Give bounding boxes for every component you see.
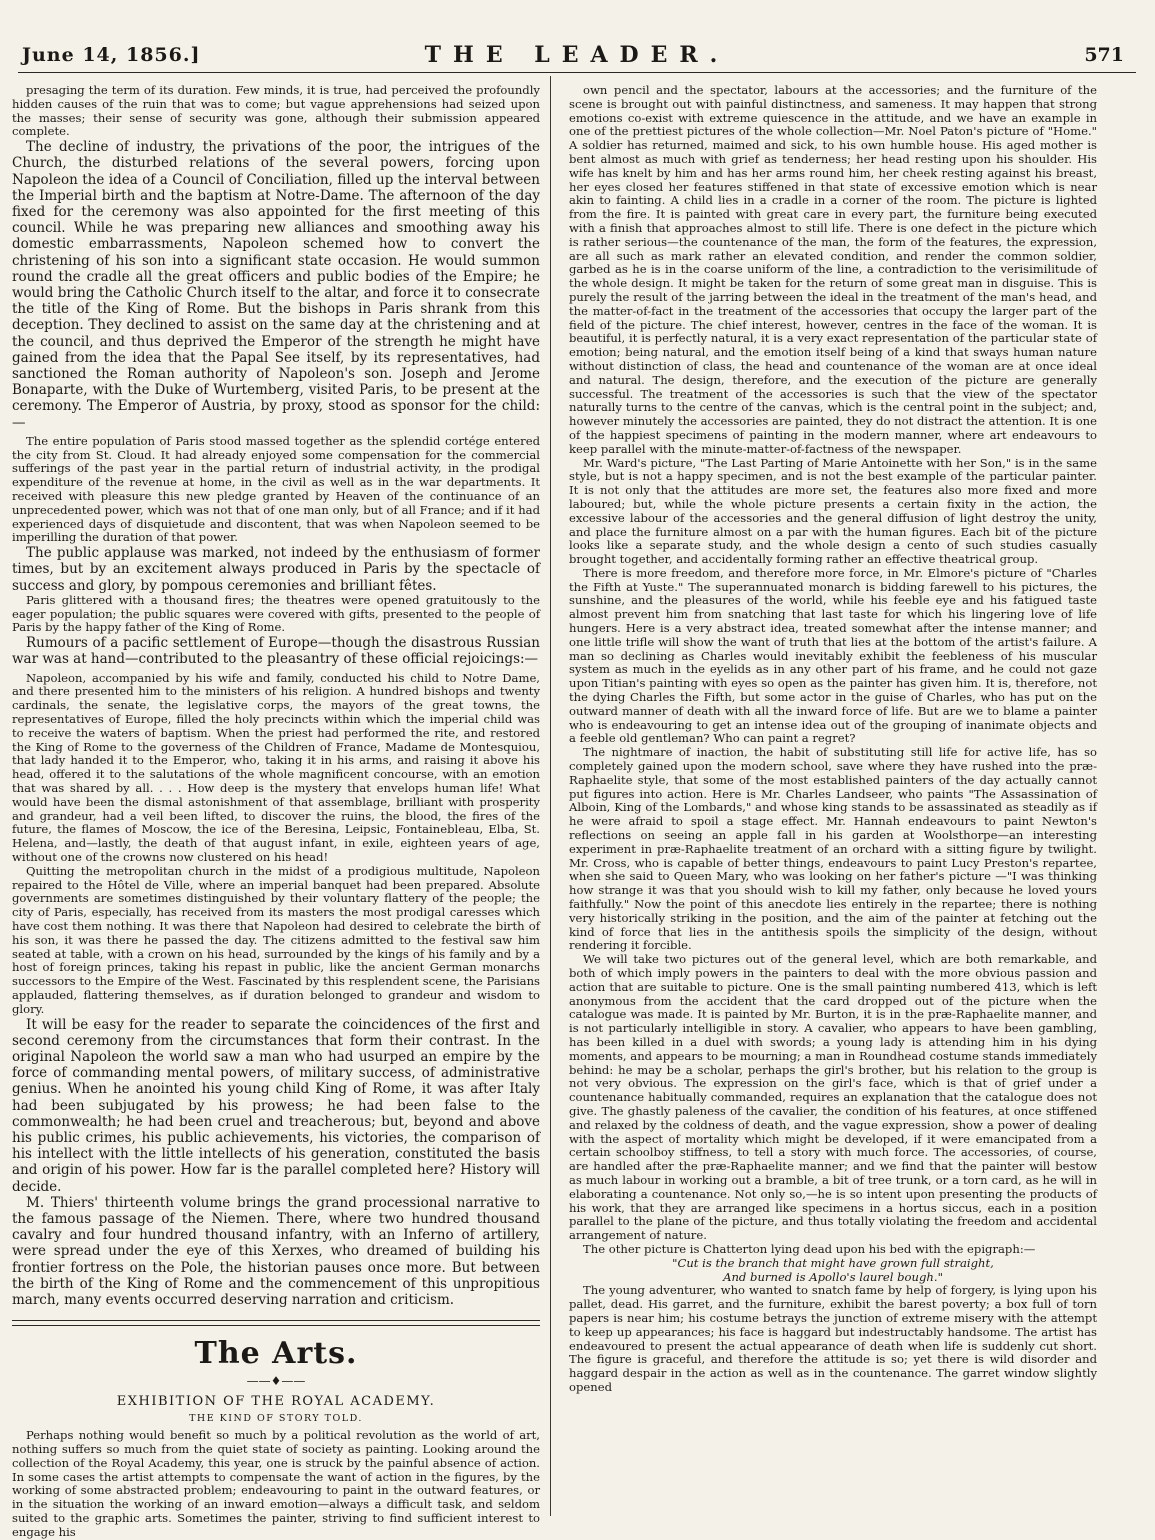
paragraph: The public applause was marked, not indeed by the enthusiasm of former times, but by an excitement always produced in Paris by the spectacle of success and glory, by pompous ceremonies and brilliant fêtes. — [12, 545, 540, 594]
paragraph: Mr. Ward's picture, "The Last Parting of Marie Antoinette with her Son," is in the same style, but is not a happy specimen, and is not the best example of the particular painter. It is not only that the attitudes are more set, the features also more fixed and more laboured; but, while the whole picture presents a certain fixity in the action, the excessive labour of the accessories and the general diffusion of light destroy the unity, and place the furniture almost on a par with the human figures. Each bit of the picture looks like a separate study, and the whole design a cento of such studies casually brought together, and accidentally forming rather an effective theatrical group. — [569, 455, 1097, 567]
paragraph: Perhaps nothing would benefit so much by a political revolution as the world of art, nothing suffers so much from the quiet state of society as painting. Looking around the collection of the Royal Academy, this year, one is struck by the painful absence of action. In some cases the artist attempts to compensate the want of action in the figures, by the working of some abstracted problem; endeavouring to paint in the outward features, or in the situation the working of an inward emotion—always a difficult task, and seldom suited to the graphic arts. Sometimes the painter, striving to find sufficient interest to engage his — [12, 1428, 540, 1539]
paragraph: M. Thiers' thirteenth volume brings the grand processional narrative to the famous passage of the Niemen. There, where two hundred thousand cavalry and four hundred thousand infantry, with an Inferno of artillery, were spread under the eye of this Xerxes, who dreamed of building his frontier fortress on the Pole, the historian pauses once more. But between the birth of the King of Rome and the commencement of this unpropitious march, many events occurred deserving narration and criticism. — [12, 1194, 540, 1308]
paragraph: own pencil and the spectator, labours at the accessories; and the furniture of the scene is brought out with painful distinctness, and sameness. It may happen that strong emotions co-exist with extreme quiescence in the attitude, and we have an example in one of the prettiest pictures of the whole collection—Mr. Noel Paton's picture of "Home." A soldier has returned, maimed and sick, to his own humble house. His aged mother is bent almost as much with grief as tenderness; her head resting upon his shoulder. His wife has knelt by him and has her arms round him, her cheek resting against his breast, her eyes closed her features stiffened in that state of excessive emotion which is near akin to fainting. A child lies in a cradle in a corner of the room. The picture is lighted from the fire. It is painted with great care in every part, the furniture being executed with a finish that approaches almost to still life. There is one defect in the picture which is rather serious—the countenance of the man, the form of the features, the expression, are all such as mark rather an elevated condition, and render the common soldier, garbed as he is in the coarse uniform of the line, a contradiction to the verisimilitude of the whole design. It might be taken for the return of some great man in disguise. This is purely the result of the jarring between the ideal in the treatment of the man's head, and the matter-of-fact in the treatment of the accessories that occupy the larger part of the field of the picture. The chief interest, however, centres in the face of the woman. It is beautiful, it is perfectly natural, it is a very exact representation of the particular state of emotion; being natural, and the emotion itself being of a kind that sways human nature without distinction of class, the head and countenance of the woman are at once ideal and natural. The design, therefore, and the execution of the picture are generally successful. The treatment of the accessories is such that the view of the spectator naturally turns to the centre of the canvas, which is the central point in the subject; and, however minutely the accessories are painted, they do not distract the attention. It is one of the happiest specimens of painting in the modern manner, where art endeavours to keep parallel with the minute-matter-of-factness of the newspaper. — [569, 83, 1097, 456]
paragraph: The other picture is Chatterton lying dead upon his bed with the epigraph:— — [583, 1241, 1036, 1256]
paragraph: The decline of industry, the privations of the poor, the intrigues of the Church, the disturbed relations of the several powers, forcing upon Napoleon the idea of a Council of Conciliation, filled up the interval between the Imperial birth and the baptism at Notre-Dame. The afternoon of the day fixed for the ceremony was also appointed for the first meeting of this council. While he was preparing new alliances and smoothing away his domestic embarrassments, Napoleon schemed how to convert the christening of his son into a significant state occasion. He would summon round the cradle all the great officers and public bodies of the Empire; he would bring the Catholic Church itself to the altar, and force it to consecrate the title of the King of Rome. But the bishops in Paris shrank from this deception. They declined to assist on the same day at the christening and at the council, and thus deprived the Emperor of the strength he might have gained from the idea that the Papal See itself, by its representatives, had sanctioned the Roman authority of Napoleon's son. Joseph and Jerome Bonaparte, with the Duke of Wurtemberg, visited Paris, to be present at the ceremony. The Emperor of Austria, by proxy, stood as sponsor for the child:— — [12, 139, 540, 431]
quotation: Napoleon, accompanied by his wife and family, conducted his child to Notre Dame, and there presented him to the ministers of his religion. A hundred bishops and twenty cardinals, the senate, the legislative corps, the mayors of the great towns, the representatives of Europe, filled the holy precincts within which the imperial child was to receive the waters of baptism. When the priest had performed the rite, and restored the King of Rome to the governess of the Children of France, Madame de Montesquiou, that lady handed it to the Emperor, who, taking it in his arms, and raising it above his head, offered it to the salutations of the whole magnificent concourse, with an emotion that was shared by all. . . . How deep is the mystery that envelops human life! What would have been the dismal astonishment of that assemblage, brilliant with prosperity and grandeur, had a veil been lifted, to discover the ruins, the blood, the fires of the future, the flames of Moscow, the ice of the Beresina, Leipsic, Fontainebleau, Elba, St. Helena, and—lastly, the death of that august infant, in exile, eighteen years of age, without one of the crowns now clustered on his head! — [12, 670, 540, 864]
quotation: Paris glittered with a thousand fires; the theatres were opened gratuitously to the eager population; the public squares were covered with gifts, presented to the people of Paris by the happy father of the King of Rome. — [12, 592, 540, 635]
newspaper-title: THE LEADER. — [424, 42, 730, 68]
right-column — [569, 84, 1097, 1514]
paragraph: The nightmare of inaction, the habit of substituting still life for active life, has so completely gained upon the modern school, save where they have rushed into the præ-Raphaelite style, that some of the most established painters of the day actually cannot put figures into action. Here is Mr. Charles Landseer, who paints "The Assassination of Alboin, King of the Lombards," and whose king stands to be assassinated as steadily as if he were afraid to spoil a stage effect. Mr. Hannah endeavours to paint Newton's reflections on seeing an apple fall in his garden at Woolsthorpe—an interesting experiment in præ-Raphaelite treatment of an orchard with a sitting figure by twilight. Mr. Cross, who is capable of better things, endeavours to paint Lucy Preston's repartee, when she said to Queen Mary, who was looking on her father's picture —"I was thinking how strange it was that you should wish to kill my father, only because he loved yours faithfully." Now the point of this anecdote lies entirely in the repartee; there is nothing very historically striking in the position, and the aim of the painter at fetching out the kind of force that lies in the antithesis spoils the simplicity of the design, without rendering it forcible. — [569, 745, 1097, 953]
paragraph: presaging the term of its duration. Few minds, it is true, had perceived the profoundly hidden causes of the ruin that was to come; but vague apprehensions had seized upon the masses; their sense of security was gone, although their submission appeared complete. — [12, 83, 540, 139]
page-number: 571 — [1084, 44, 1124, 66]
ornament: ——♦—— — [246, 1374, 306, 1389]
quotation: Quitting the metropolitan church in the midst of a prodigious multitude, Napoleon repaired to the Hôtel de Ville, where an imperial banquet had been prepared. Absolute governments are sometimes distinguished by their voluntary flattery of the people; the city of Paris, especially, has received from its masters the most prodigal caresses which have cost them nothing. It was there that Napoleon had desired to celebrate the birth of his son, it was there he passed the day. The citizens admitted to the festival saw him seated at table, with a crown on his head, surrounded by the kings of his family and by a host of foreign princes, taking his repast in public, like the ancient German monarchs successors to the Empire of the West. Fascinated by this resplendent scene, the Parisians applauded, flattering themselves, as if duration belonged to grandeur and wisdom to glory. — [12, 863, 540, 1016]
quotation: The entire population of Paris stood massed together as the splendid cortége entered the city from St. Cloud. It had already enjoyed some compensation for the commercial sufferings of the past year in the partial return of industrial activity, in the prodigal expenditure of the revenue at home, in the civil as well as in the war departments. It received with pleasure this new pledge granted by Heaven of the continuance of an unprecedented power, which was not that of one man only, but of all France; and if it had experienced days of disquietude and discontent, that was when Napoleon seemed to be imperilling the duration of that power. — [12, 433, 540, 545]
section-title: The Arts. — [194, 1336, 358, 1372]
epigraph-line: And burned is Apollo's laurel bough." — [723, 1269, 943, 1284]
paragraph: There is more freedom, and therefore more force, in Mr. Elmore's picture of "Charles the Fifth at Yuste." The superannuated monarch is bidding farewell to his pictures, the sunshine, and the pleasures of the world, while his feeble eye and his fatigued taste almost prevent him from snatching that last taste for which his lingering love of life hungers. Here is a very abstract idea, treated somewhat after the intense manner; and one little trifle will show the want of truth that lies at the bottom of the artist's failure. A man so declining as Charles would inevitably exhibit the feebleness of his muscular system as much in the eyelids as in any other part of his frame, and he could not gaze upon Titian's painting with eyes so open as the painter has given him. It is, therefore, not the dying Charles the Fifth, but some actor in the guise of Charles, who has put on the outward manner of death with all the inward force of life. But are we to blame a painter who is endeavouring to get an intense idea out of the grouping of inanimate objects and a feeble old gentleman? Who can paint a regret? — [569, 565, 1097, 746]
article-subheading: THE KIND OF STORY TOLD. — [189, 1413, 363, 1425]
paragraph: Rumours of a pacific settlement of Europe—though the disastrous Russian war was at hand—contributed to the pleasantry of these official rejoicings:— — [12, 635, 540, 668]
left-column — [12, 83, 540, 1539]
section-rule — [12, 1325, 540, 1326]
epigraph-line: "Cut is the branch that might have grown full straight, — [672, 1255, 994, 1270]
article-heading: EXHIBITION OF THE ROYAL ACADEMY. — [116, 1394, 436, 1410]
paragraph: We will take two pictures out of the general level, which are both remarkable, and both of which imply powers in the painters to deal with the more obvious passion and action that are suitable to picture. One is the small painting numbered 413, which is left anonymous from the accident that the card dropped out of the picture when the catalogue was made. It is painted by Mr. Burton, it is in the præ-Raphaelite manner, and is not particularly intelligible in story. A cavalier, who appears to have been gambling, has been killed in a duel with swords; a young lady is attending him in his dying moments, and appears to be mourning; a man in Roundhead costume stands immediately behind: he may be a scholar, perhaps the girl's brother, but his relation to the group is not very obvious. The expression on the girl's face, which is that of grief under a countenance habitually commanded, requires an explanation that the catalogue does not give. The ghastly paleness of the cavalier, the condition of his features, at once stiffened and relaxed by the coldness of death, and the vague expression, show a power of dealing with the aspect of mortality which might be developed, if it were emancipated from a certain schoolboy stiffness, to tell a story with much force. The accessories, of course, are handled after the præ-Raphaelite manner; and we find that the painter will bestow as much labour in working out a bramble, a bit of tree trunk, or a torn card, as he will in elaborating a countenance. Not only so,—he is so intent upon presenting the products of his work, that they are arranged like specimens in a hortus siccus, each in a position parallel to the plane of the picture, and thus totally violating the freedom and accidental arrangement of nature. — [569, 952, 1097, 1243]
column-divider — [550, 76, 551, 1516]
issue-date: June 14, 1856.] — [22, 44, 201, 66]
paragraph: The young adventurer, who wanted to snatch fame by help of forgery, is lying upon his pallet, dead. His garret, and the furniture, exhibit the barest poverty; a box full of torn papers is near him; his costume betrays the junction of extreme misery with the attempt to keep up appearances; his face is haggard but indestructably handsome. The artist has endeavoured to present the actual appearance of death when life is suddenly cut short. The figure is graceful, and therefore the attitude is so; yet there is wild disorder and haggard despair in the action as well as in the countenance. The garret window slightly opened — [569, 1283, 1097, 1394]
masthead — [18, 40, 1136, 73]
section-rule — [12, 1320, 540, 1321]
paragraph: It will be easy for the reader to separate the coincidences of the first and second ceremony from the circumstances that form their contrast. In the original Napoleon the world saw a man who had usurped an empire by the force of commanding mental powers, of military success, of administrative genius. When he anointed his young child King of Rome, it was after Italy had been subjugated by his prowess; he had been false to the commonwealth; he had been cruel and treacherous; but, beyond and above his public crimes, his public achievements, his victories, the comparison of his intellect with the little intellects of his generation, constituted the basis and origin of his power. How far is the parallel completed here? History will decide. — [12, 1016, 540, 1195]
